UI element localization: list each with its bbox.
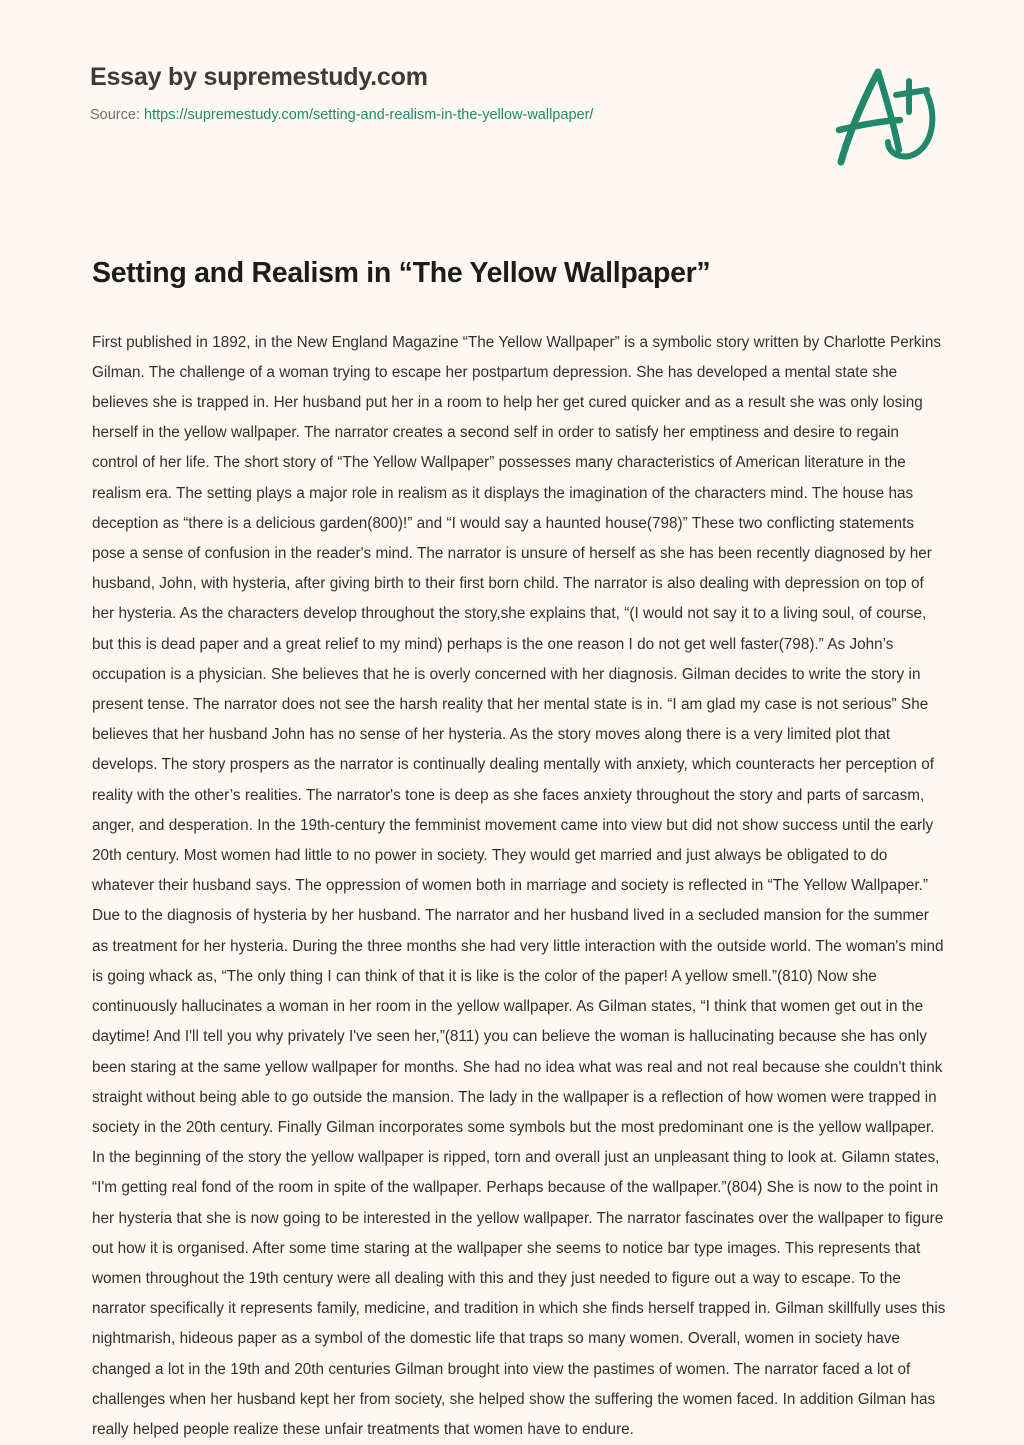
page-title: Setting and Realism in “The Yellow Wallpaper” — [92, 257, 711, 289]
source-label: Source: — [90, 107, 140, 123]
article-body — [92, 328, 946, 1445]
source-line — [90, 106, 946, 125]
brand-title: Essay by supremestudy.com — [90, 63, 428, 91]
article — [0, 256, 1024, 1445]
page-header — [0, 0, 1024, 200]
a-plus-logo-icon — [830, 58, 940, 178]
source-url-link[interactable]: https://supremestudy.com/setting-and-realism-in-the-yellow-wallpaper/ — [144, 107, 594, 123]
article-paragraph: First published in 1892, in the New England Magazine “The Yellow Wallpaper” is a symbolic story written by Charlotte Perkins Gilman. The challenge of a woman trying to escape her postpartum depression. She has developed a mental state she believes she is trapped in. Her husband put her in a room to help her get cured quicker and as a result she was only losing herself in the yellow wallpaper. The narrator creates a second self in order to satisfy her emptiness and desire to regain control of her life. The short story of “The Yellow Wallpaper” possesses many characteristics of American literature in the realism era. The setting plays a major role in realism as it displays the imagination of the characters mind. The house has deception as “there is a delicious garden(800)!” and “I would say a haunted house(798)” These two conflicting statements pose a sense of confusion in the reader's mind. The narrator is unsure of herself as she has been recently diagnosed by her husband, John, with hysteria, after giving birth to their first born child. The narrator is also dealing with depression on top of her hysteria. As the characters develop throughout the story,she explains that, “(I would not say it to a living soul, of course, but this is dead paper and a great relief to my mind) perhaps is the one reason I do not get well faster(798).” As John’s occupation is a physician. She believes that he is overly concerned with her diagnosis. Gilman decides to write the story in present tense. The narrator does not see the harsh reality that her mental state is in. “I am glad my case is not serious” She believes that her husband John has no sense of her hysteria. As the story moves along there is a very limited plot that develops. The story prospers as the narrator is continually dealing mentally with anxiety, which counteracts her perception of reality with the other’s realities. The narrator's tone is deep as she faces anxiety throughout the story and parts of sarcasm, anger, and desperation. In the 19th-century the femminist movement came into view but did not show success until the early 20th century. Most women had little to no power in society. They would get married and just always be obligated to do whatever their husband says. The oppression of women both in marriage and society is reflected in “The Yellow Wallpaper.” Due to the diagnosis of hysteria by her husband. The narrator and her husband lived in a secluded mansion for the summer as treatment for her hysteria. During the three months she had very little interaction with the outside world. The woman's mind is going whack as, “The only thing I can think of that it is like is the color of the paper! A yellow smell.”(810) Now she continuously hallucinates a woman in her room in the yellow wallpaper. As Gilman states, “I think that women get out in the daytime! And I'll tell you why privately I've seen her,”(811) you can believe the woman is hallucinating because she has only been staring at the same yellow wallpaper for months. She had no idea what was real and not real because she couldn't think straight without being able to go outside the mansion. The lady in the wallpaper is a reflection of how women were trapped in society in the 20th century. Finally Gilman incorporates some symbols but the most predominant one is the yellow wallpaper. In the beginning of the story the yellow wallpaper is ripped, torn and overall just an unpleasant thing to look at. Gilamn states, “I'm getting real fond of the room in spite of the wallpaper. Perhaps because of the wallpaper.”(804) She is now to the point in her hysteria that she is now going to be interested in the yellow wallpaper. The narrator fascinates over the wallpaper to figure out how it is organised. After some time staring at the wallpaper she seems to notice bar type images. This represents that women throughout the 19th century were all dealing with this and they just needed to figure out a way to escape. To the narrator specifically it represents family, medicine, and tradition in which she finds herself trapped in. Gilman skillfully uses this nightmarish, hideous paper as a symbol of the domestic life that traps so many women. Overall, women in society have changed a lot in the 19th and 20th centuries Gilman brought into view the pastimes of women. The narrator faced a lot of challenges when her husband kept her from society, she helped show the suffering the women faced. In addition Gilman has really helped people realize these unfair treatments that women have to endure. — [92, 333, 946, 1438]
